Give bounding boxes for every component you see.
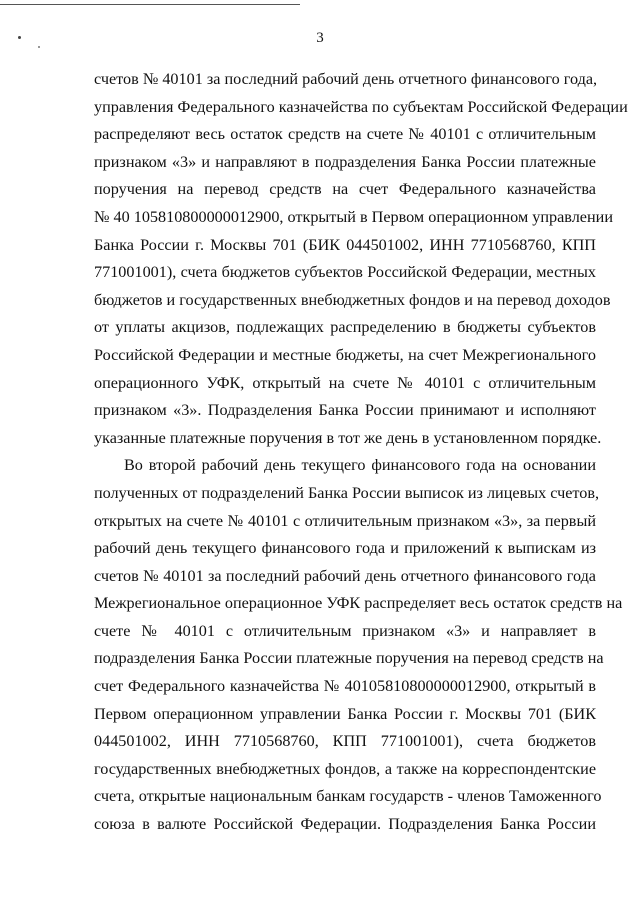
text-line: № 40 105810800000012900, открытый в Первом операционном управлении xyxy=(94,207,613,226)
text-line: счетов № 40101 за последний рабочий день отчетного финансового года, xyxy=(94,70,598,88)
text-line: счетов № 40101 за последний рабочий день отчетного финансового года xyxy=(94,566,596,585)
page-number: 3 xyxy=(316,30,324,46)
text-line: Межрегиональное операционное УФК распределяет весь остаток средств на xyxy=(94,594,623,613)
text-line: Во второй рабочий день текущего финансового года на основании xyxy=(124,456,596,475)
text-line: открытых на счете № 40101 с отличительным признаком «3», за первый xyxy=(94,511,596,530)
text-line: счет Федерального казначейства № 40105810800000012900, открытый в xyxy=(94,677,596,696)
text-line: распределяют весь остаток средств на счете № 40101 с отличительным xyxy=(94,125,596,144)
text-line: 771001001), счета бюджетов субъектов Российской Федерации, местных xyxy=(94,263,596,282)
text-line: 044501002, ИНН 7710568760, КПП 771001001), счета бюджетов xyxy=(94,732,596,751)
text-line: Банка России г. Москвы 701 (БИК 044501002, ИНН 7710568760, КПП xyxy=(94,235,596,254)
text-line: полученных от подразделений Банка России выписок из лицевых счетов, xyxy=(94,483,600,502)
text-line: счета, открытые национальным банкам государств - членов Таможенного xyxy=(94,787,602,806)
text-line: от уплаты акцизов, подлежащих распределению в бюджеты субъектов xyxy=(94,318,596,337)
text-line: Российской Федерации и местные бюджеты, на счет Межрегионального xyxy=(94,345,596,364)
text-line: государственных внебюджетных фондов, а также на корреспондентские xyxy=(94,759,596,778)
top-border-line xyxy=(0,0,300,5)
text-line: счете № 40101 с отличительным признаком «3» и направляет в xyxy=(94,621,596,640)
text-line: указанные платежные поручения в тот же день в установленном порядке. xyxy=(94,428,602,447)
text-line: признаком «3». Подразделения Банка России принимают и исполняют xyxy=(94,401,596,420)
text-line: операционного УФК, открытый на счете № 40101 с отличительным xyxy=(94,373,596,392)
paragraph-1 xyxy=(94,66,628,452)
text-line: подразделения Банка России платежные поручения на перевод средств на xyxy=(94,649,604,668)
text-line: Первом операционном управлении Банка России г. Москвы 701 (БИК xyxy=(94,704,596,723)
document-body xyxy=(94,66,628,839)
text-line: союза в валюте Российской Федерации. Подразделения Банка России xyxy=(94,815,596,834)
paragraph-2 xyxy=(94,452,623,838)
text-line: бюджетов и государственных внебюджетных фондов и на перевод доходов xyxy=(94,290,611,309)
text-line: признаком «3» и направляют в подразделения Банка России платежные xyxy=(94,152,596,171)
text-line: управления Федерального казначейства по субъектам Российской Федерации xyxy=(94,97,628,116)
text-line: рабочий день текущего финансового года и приложений к выпискам из xyxy=(94,539,596,558)
text-line: поручения на перевод средств на счет Федерального казначейства xyxy=(94,180,596,199)
